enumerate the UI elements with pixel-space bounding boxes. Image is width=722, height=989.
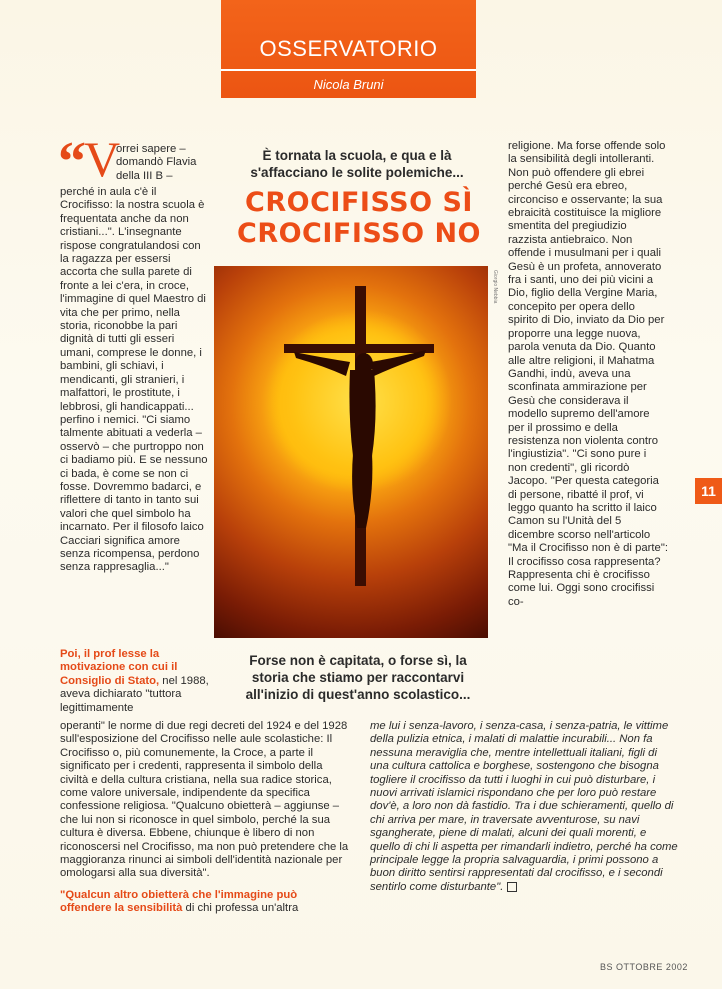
opening-quote-mark: “ [58,131,86,193]
intro-first-lines: orrei sapere – domandò Flavia della III B – [116,143,197,182]
end-mark-icon [507,882,517,892]
bottom-left-paragraph [60,648,210,715]
column-3-paragraph: religione. Ma forse offende solo la sensibilità degli intolleranti. Non può offendere gli ebrei perché Gesù era ebreo, circonciso e osservante; la sua ebraicità costituisce la migliore smentita del pregiudizio razzista antiebraico. Non offende i musulmani per i quali Gesù è un profeta, annoverato fra i santi, uno dei più vicini a Dio, figlio della Vergine Maria, concepito per opera dello spirito di Dio, inviato da Dio per proporre una legge nuova, parola venuta da Dio. Quanto alle altre religioni, il Mahatma Gandhi, indù, aveva una sconfinata ammirazione per Gesù che considerava il modello supremo dell'amore per il prossimo e della resistenza non violenta contro l'ingiustizia". "Ci sono pure i non credenti", gli ricordò Jacopo. "Per questa categoria di persone, ribatté il prof, vi leggo quanto ha scritto il laico Camon su l'Unità del 5 dicembre scorso nell'articolo "Ma il Crocifisso non è di parte": Il crocifisso cosa rappresenta? Rappresenta chi è crocifisso come lui. Oggi sono crocifissi co- [508,140,668,608]
lead-continuation: nel 1988, aveva dichiarato "tuttora legittimamente [60,674,209,714]
section-header [221,0,476,98]
column-1-text [60,186,210,575]
drop-cap: V [84,131,121,187]
headline-line-1: CROCIFISSO SÌ [245,187,473,218]
crucifix-photo [214,266,488,638]
page-number: 11 [695,478,722,504]
footer-issue: BS OTTOBRE 2002 [600,962,688,972]
bottom-left-body: operanti" le norme di due regi decreti del 1924 e del 1928 sull'esposizione del Crocifisso nelle aule scolastiche: Il Crocifisso o, più comunemente, la Croce, a parte il significato per i credenti, rappresenta il simbolo della civiltà e della cultura cristiana, nella sua radice storica, come valore universale, indipendente da specifica confessione religiosa. "Qualcuno obietterà – aggiunse – che lui non si riconosce in quel simbolo, perché la sua cultura è diversa. Ebbene, chiunque è libero di non riconoscersi nel Crocifisso, ma non può pretendere che la maggioranza rinunci ai simboli dell'identità nazionale per omologarsi alla sua diversità". [60,720,349,880]
photo-caption: Forse non è capitata, o forse sì, la storia che stiamo per raccontarvi all'inizio di quest'anno scolastico... [245,653,471,702]
lead-continuation-2: di chi professa un'altra [182,902,299,915]
crucifix-silhouette [214,266,488,638]
column-3-text [508,140,668,609]
highlighted-lead-2: "Qualcun altro obietterà che l'immagine può offendere la sensibilità [60,888,298,915]
bottom-left-block [60,720,350,916]
bottom-right-block [370,720,678,894]
bottom-right-body: me lui i senza-lavoro, i senza-casa, i senza-patria, le vittime della pulizia etnica, i malati di malattie incurabili... Non fa nessuna meraviglia che, mentre intellettuali italiani, figli di una cultura cattolica e borghese, sostengono che bisogna togliere il crocifisso da tutti i luoghi in cui può disturbare, i nuovi arrivati islamici rispondano che per loro può restare dov'è, a loro non dà fastidio. Tra i due schieramenti, quello di chi arriva per mare, in traversate avventurose, su navi sgangherate, piene di malati, alcuni dei quali morenti, e quello di chi li aspetta per rimandarli indietro, perché ha come principale legge la propria salvaguardia, i primi possono a buon diritto sentirsi rappresentati dal crocifisso, e i secondi sentirlo come disturbante". [370,720,678,893]
column-1-paragraph: perché in aula c'è il Crocifisso: la nostra scuola è frequentata anche da non cristiani...". L'insegnante rispose congratulandosi con la ragazza per essersi accorta che sulla parete di fronte a lei c'era, in croce, l'immagine di quel Maestro di vita che per primo, nella storia, riconobbe la pari dignità di tutti gli esseri umani, comprese le donne, i bambini, gli schiavi, i mendicanti, gli stranieri, i malfattori, le prostitute, i lebbrosi, gli handicappati... perfino i nemici. "Ci siamo talmente abituati a vederla – osservò – che purtroppo non ci badiamo più. E se nessuno ci bada, è come se non ci fosse. Dovremmo badarci, e riflettere di tanto in tanto sui valori che quel simbolo ha incarnato. Per il filosofo laico Cacciari significa amore senza ricompensa, perdono senza rappresaglia..." [60,186,208,574]
author-name: Nicola Bruni [313,77,384,92]
photo-credit: Giorgio Nebbia [492,270,498,304]
section-title: OSSERVATORIO [259,36,438,61]
article-headline [222,187,496,249]
header-divider [221,69,476,71]
highlighted-lead: Poi, il prof lesse la motivazione con cui il Consiglio di Stato, [60,648,178,687]
headline-line-2: CROCIFISSO NO [237,218,481,249]
article-kicker: È tornata la scuola, e qua e là s'affacciano le solite polemiche... [250,148,464,180]
